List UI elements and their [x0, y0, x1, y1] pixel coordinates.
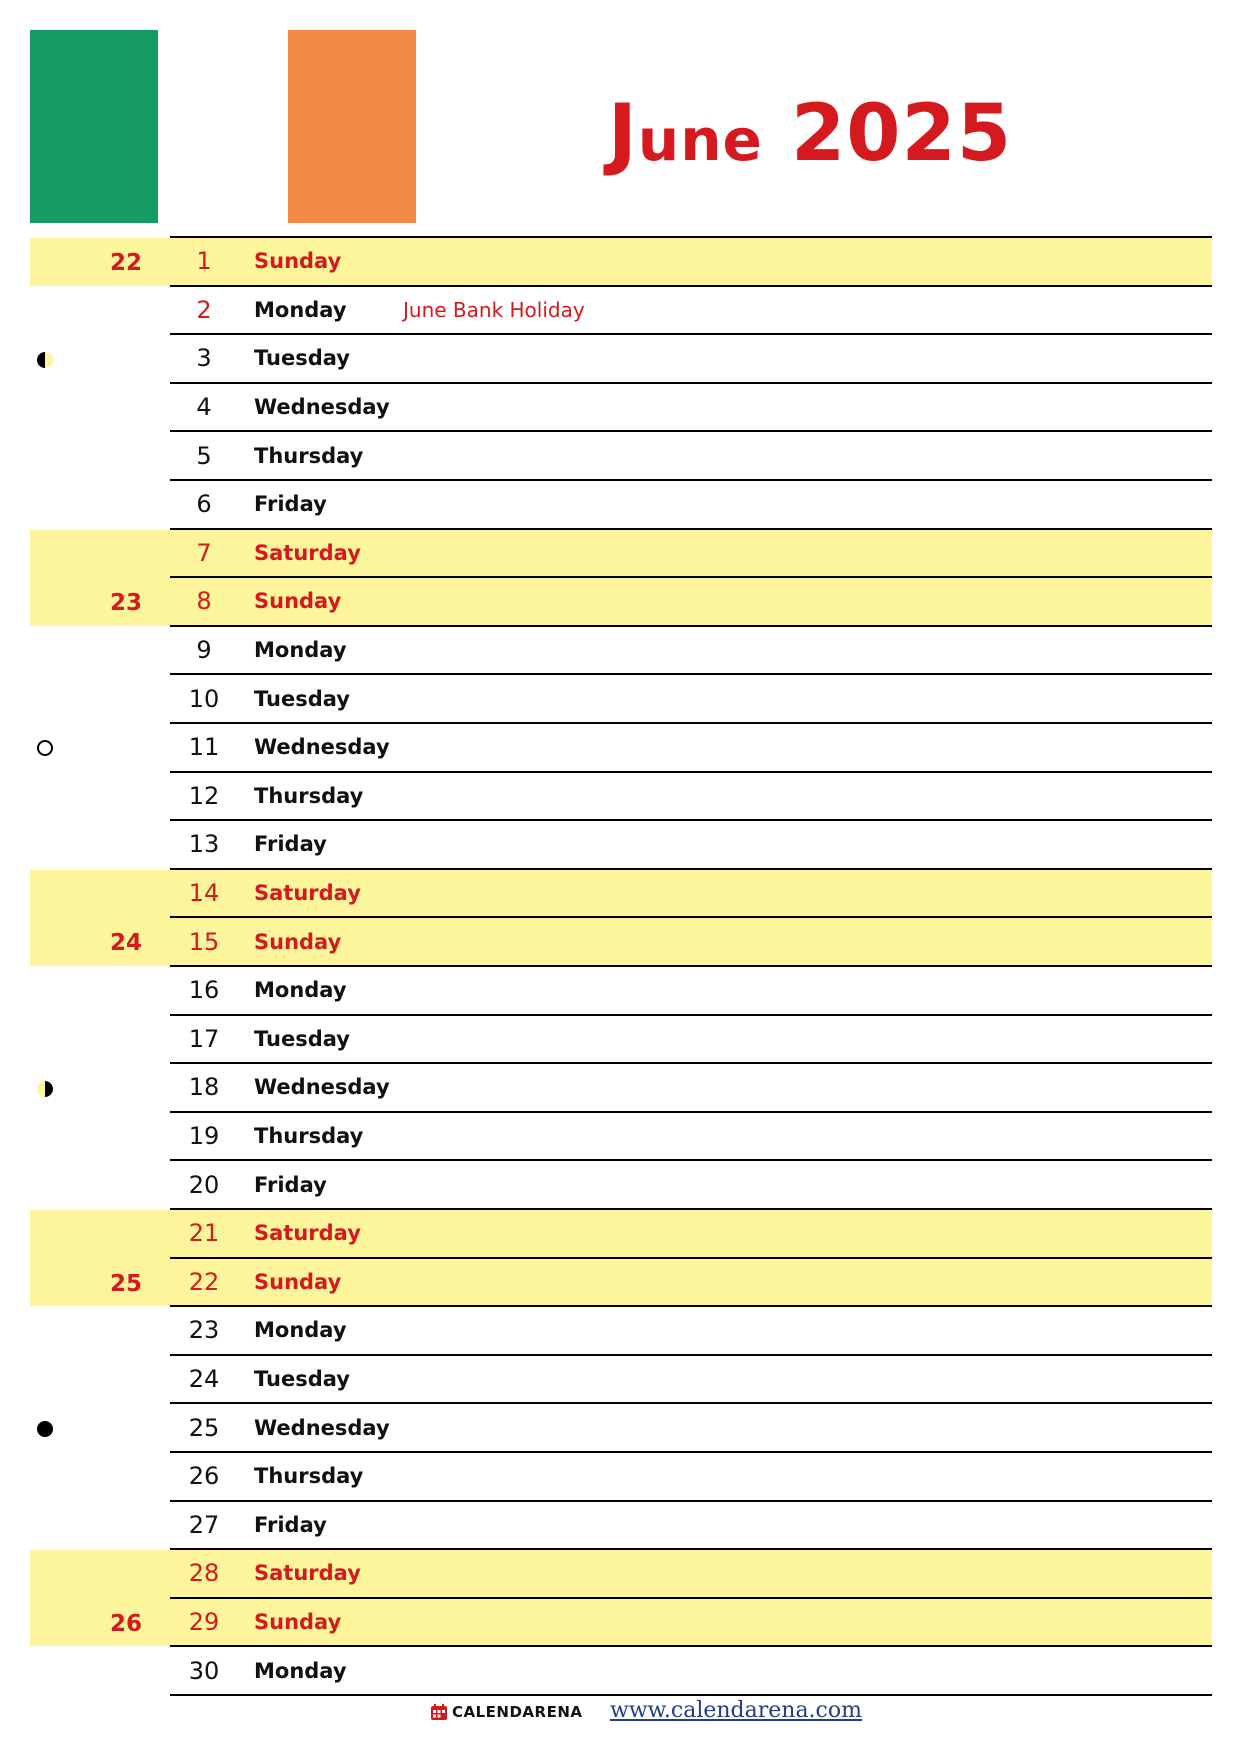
flag-orange-stripe	[288, 30, 416, 223]
day-name: Thursday	[254, 1464, 364, 1489]
day-number: 1	[196, 247, 212, 276]
day-name: Saturday	[254, 1561, 361, 1586]
calendar-logo-icon	[430, 1703, 448, 1721]
day-number: 24	[188, 1365, 220, 1394]
day-name: Wednesday	[254, 1415, 390, 1440]
day-row	[170, 675, 1212, 724]
day-row	[170, 1404, 1212, 1453]
day-row	[170, 724, 1212, 773]
day-name: Wednesday	[254, 395, 390, 420]
day-name: Monday	[254, 978, 347, 1003]
day-number: 4	[196, 393, 212, 422]
day-name: Tuesday	[254, 1367, 350, 1392]
day-row	[170, 1550, 1212, 1599]
day-number: 20	[188, 1170, 220, 1199]
day-row	[170, 1647, 1212, 1696]
week-number: 26	[109, 1610, 142, 1637]
day-number: 3	[196, 344, 212, 373]
day-number: 10	[188, 684, 220, 713]
day-name: Tuesday	[254, 686, 350, 711]
day-name: Monday	[254, 1658, 347, 1683]
day-number: 14	[188, 879, 220, 908]
day-row	[170, 1016, 1212, 1065]
day-number: 15	[188, 927, 220, 956]
day-row	[170, 1210, 1212, 1259]
day-name: Thursday	[254, 1124, 364, 1149]
first-quarter-moon-icon	[37, 352, 53, 368]
day-row	[170, 967, 1212, 1016]
day-row	[170, 627, 1212, 676]
page-title	[540, 89, 1080, 179]
footer-brand	[430, 1703, 583, 1721]
day-number: 8	[196, 587, 212, 616]
day-name: Tuesday	[254, 1026, 350, 1051]
week-number: 25	[109, 1270, 142, 1297]
day-number: 19	[188, 1122, 220, 1151]
day-name: Sunday	[254, 249, 342, 274]
day-name: Sunday	[254, 589, 342, 614]
day-number: 5	[196, 441, 212, 470]
title-initial: J	[607, 89, 638, 179]
day-number: 25	[188, 1413, 220, 1442]
day-name: Saturday	[254, 540, 361, 565]
day-name: Friday	[254, 1172, 327, 1197]
day-number: 7	[196, 538, 212, 567]
day-row	[170, 1064, 1212, 1113]
day-row	[170, 384, 1212, 433]
holiday-note: June Bank Holiday	[403, 297, 585, 322]
day-number: 29	[188, 1608, 220, 1637]
day-row	[170, 335, 1212, 384]
day-row	[170, 432, 1212, 481]
day-name: Friday	[254, 1512, 327, 1537]
day-number: 17	[188, 1024, 220, 1053]
day-name: Saturday	[254, 881, 361, 906]
day-row	[170, 287, 1212, 336]
day-number: 2	[196, 295, 212, 324]
day-name: Sunday	[254, 1269, 342, 1294]
footer-website-link[interactable]: www.calendarena.com	[610, 1698, 862, 1723]
day-name: Thursday	[254, 443, 364, 468]
day-number: 30	[188, 1656, 220, 1685]
day-number: 9	[196, 636, 212, 665]
day-row	[170, 773, 1212, 822]
day-name: Monday	[254, 1318, 347, 1343]
title-year: 2025	[791, 89, 1013, 179]
day-row	[170, 1356, 1212, 1405]
day-row	[170, 238, 1212, 287]
day-row	[170, 821, 1212, 870]
day-name: Sunday	[254, 929, 342, 954]
day-row	[170, 870, 1212, 919]
title-month-rest: une	[637, 106, 763, 174]
last-quarter-moon-icon	[37, 1081, 53, 1097]
day-name: Monday	[254, 297, 347, 322]
day-number: 16	[188, 976, 220, 1005]
day-number: 11	[188, 733, 220, 762]
day-number: 23	[188, 1316, 220, 1345]
day-row	[170, 1502, 1212, 1551]
day-number: 21	[188, 1219, 220, 1248]
new-moon-icon	[37, 1421, 53, 1437]
day-row	[170, 481, 1212, 530]
day-row	[170, 1307, 1212, 1356]
day-row	[170, 578, 1212, 627]
day-name: Thursday	[254, 783, 364, 808]
day-number: 28	[188, 1559, 220, 1588]
full-moon-icon	[37, 740, 53, 756]
day-row	[170, 918, 1212, 967]
day-number: 27	[188, 1510, 220, 1539]
day-name: Monday	[254, 638, 347, 663]
day-name: Tuesday	[254, 346, 350, 371]
day-number: 13	[188, 830, 220, 859]
day-row	[170, 1259, 1212, 1308]
day-number: 26	[188, 1462, 220, 1491]
flag-green-stripe	[30, 30, 158, 223]
day-number: 6	[196, 490, 212, 519]
day-row	[170, 1161, 1212, 1210]
day-number: 22	[188, 1267, 220, 1296]
footer-brand-label: CALENDARENA	[452, 1703, 583, 1721]
day-row	[170, 1453, 1212, 1502]
day-row	[170, 1599, 1212, 1648]
day-name: Wednesday	[254, 1075, 390, 1100]
day-row	[170, 530, 1212, 579]
day-number: 18	[188, 1073, 220, 1102]
day-name: Sunday	[254, 1610, 342, 1635]
day-name: Saturday	[254, 1221, 361, 1246]
day-name: Friday	[254, 832, 327, 857]
week-number: 24	[109, 930, 142, 957]
week-number: 22	[109, 250, 142, 276]
day-name: Wednesday	[254, 735, 390, 760]
day-row	[170, 1113, 1212, 1162]
day-name: Friday	[254, 492, 327, 517]
day-number: 12	[188, 781, 220, 810]
week-number: 23	[109, 590, 142, 617]
